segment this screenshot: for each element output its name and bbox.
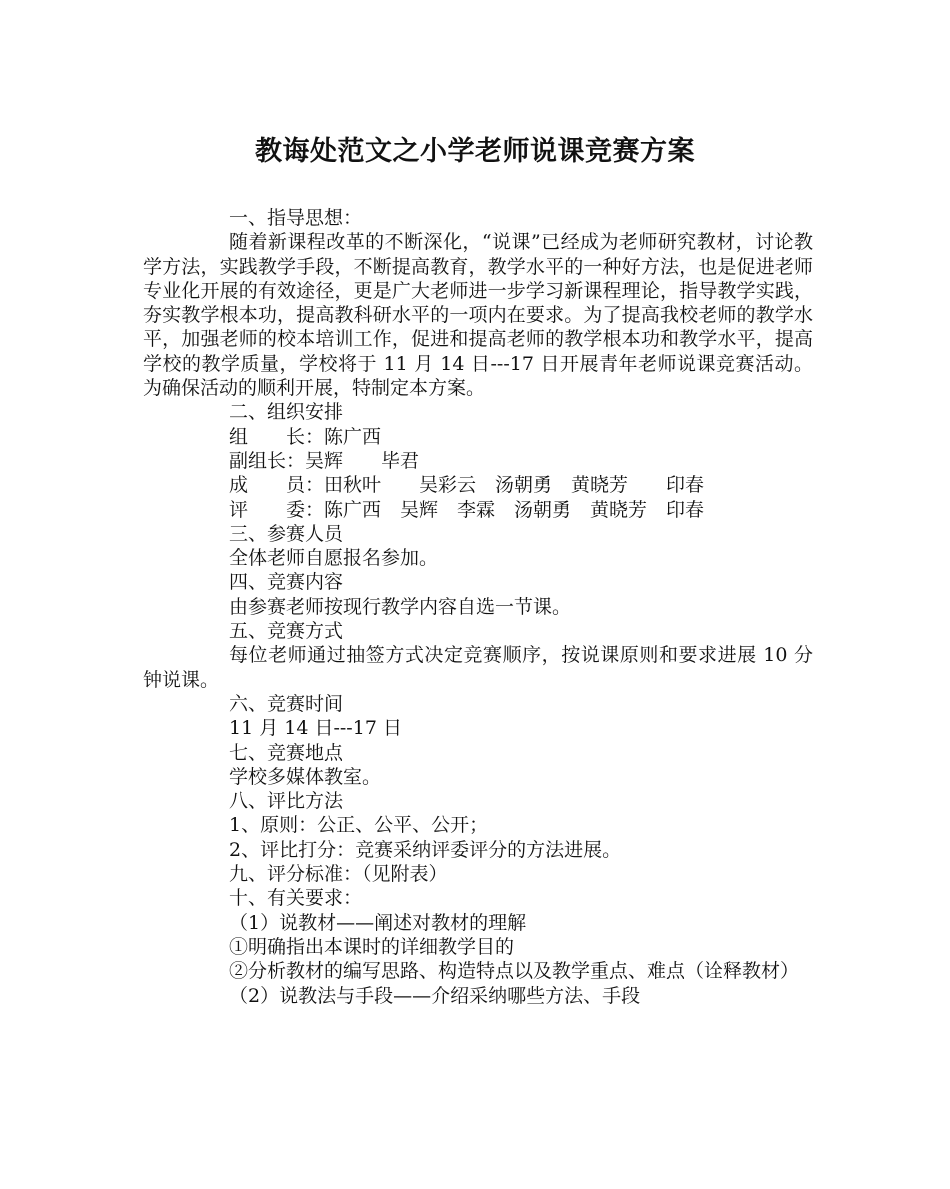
org-members-line: 成 员：田秋叶 吴彩云 汤朝勇 黄晓芳 印春 bbox=[229, 474, 705, 497]
location-line: 学校多媒体教室。 bbox=[229, 765, 382, 788]
section-heading-organization: 二、组织安排 bbox=[229, 401, 344, 424]
evaluation-scoring-line: 2、评比打分：竞赛采纳评委评分的方法进展。 bbox=[229, 838, 622, 861]
participants-line: 全体老师自愿报名参加。 bbox=[229, 547, 439, 570]
document-body bbox=[143, 206, 813, 1008]
section-heading-time: 六、竞赛时间 bbox=[229, 692, 344, 715]
format-paragraph: 每位老师通过抽签方式决定竞赛顺序，按说课原则和要求进展 10 分钟说课。 bbox=[143, 644, 813, 691]
section-heading-location: 七、竞赛地点 bbox=[229, 741, 344, 764]
org-deputy-line: 副组长：吴辉 毕君 bbox=[229, 449, 420, 472]
section-heading-guiding-thought: 一、指导思想： bbox=[229, 207, 363, 229]
time-line: 11 月 14 日---17 日 bbox=[229, 717, 402, 740]
requirement-1b-paragraph: ②分析教材的编写思路、构造特点以及教学重点、难点（诠释教材） bbox=[229, 960, 800, 983]
evaluation-principle-line: 1、原则：公正、公平、公开； bbox=[229, 814, 489, 837]
requirement-2-line: （2）说教法与手段——介绍采纳哪些方法、手段 bbox=[229, 984, 641, 1007]
section-heading-evaluation: 八、评比方法 bbox=[229, 790, 344, 813]
org-judges-line: 评 委：陈广西 吴辉 李霖 汤朝勇 黄晓芳 印春 bbox=[229, 498, 705, 521]
section-heading-participants: 三、参赛人员 bbox=[229, 522, 344, 545]
document-title: 教诲处范文之小学老师说课竞赛方案 bbox=[255, 136, 695, 167]
org-leader-line: 组 长：陈广西 bbox=[229, 425, 382, 448]
paragraph-intro: 随着新课程改革的不断深化，“说课”已经成为老师研究教材，讨论教学方法，实践教学手段，不断提高教育，教学水平的一种好方法，也是促进老师专业化开展的有效途径，更是广大老师进一步学习新课程理论，指导教学实践，夯实教学根本功，提高教科研水平的一项内在要求。为了提高我校老师的教学水平，加强老师的校本培训工作，促进和提高老师的教学根本功和教学水平，提高学校的教学质量，学校将于 11 月 14 日---17 日开展青年老师说课竞赛活动。为确保活动的顺利开展，特制定本方案。 bbox=[143, 231, 813, 400]
requirement-1-line: （1）说教材——阐述对教材的理解 bbox=[229, 911, 527, 934]
section-heading-requirements: 十、有关要求： bbox=[229, 887, 363, 910]
section-heading-format: 五、竞赛方式 bbox=[229, 620, 344, 643]
requirement-1a-line: ①明确指出本课时的详细教学目的 bbox=[229, 935, 515, 958]
section-heading-criteria: 九、评分标准：（见附表） bbox=[229, 863, 448, 886]
section-heading-content: 四、竞赛内容 bbox=[229, 571, 344, 594]
content-line: 由参赛老师按现行教学内容自选一节课。 bbox=[229, 595, 572, 618]
